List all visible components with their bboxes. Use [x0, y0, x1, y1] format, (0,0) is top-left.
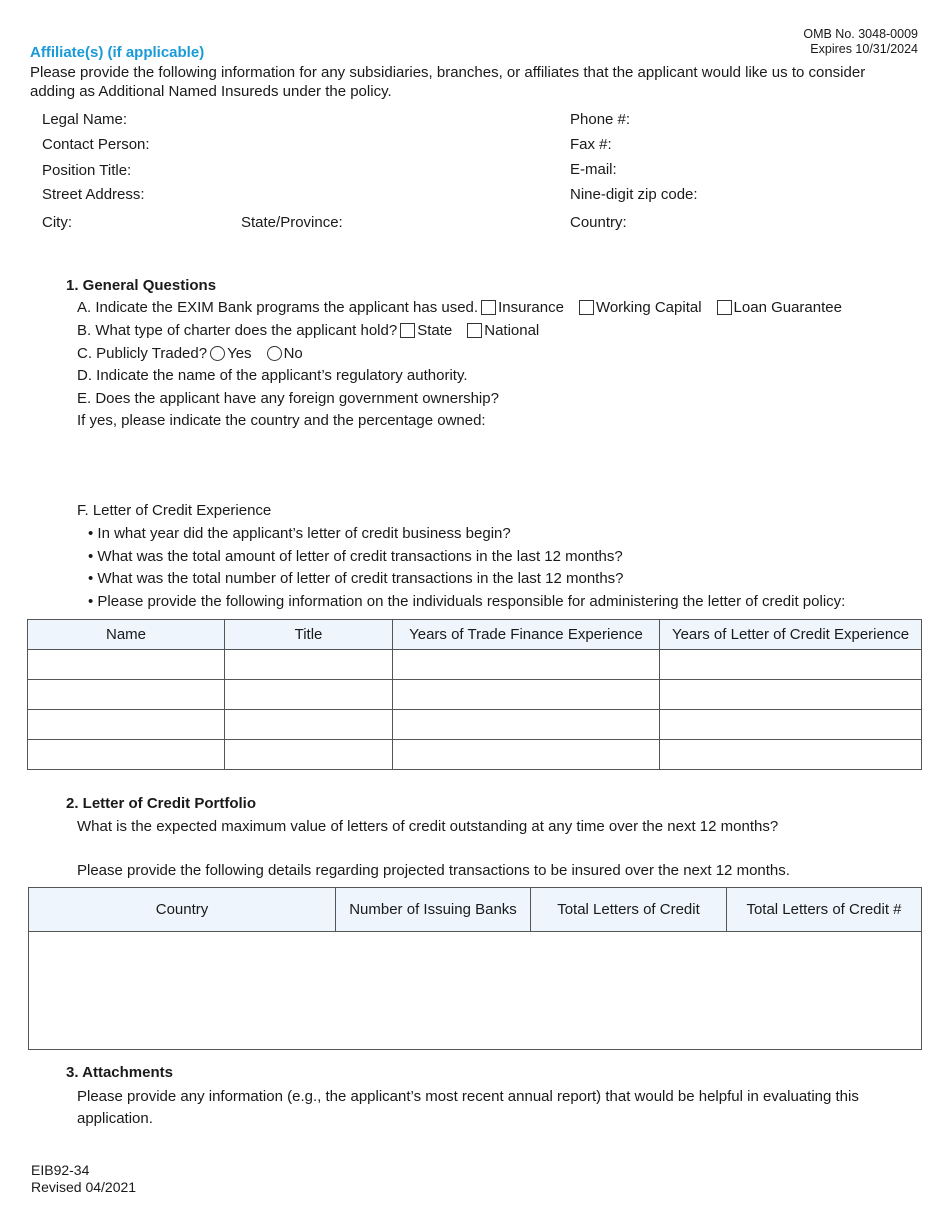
omb-block [803, 27, 918, 57]
omb-number: OMB No. 3048-0009 [803, 27, 918, 41]
national-checkbox[interactable] [467, 323, 482, 338]
contact-person-label: Contact Person: [42, 136, 150, 153]
street-address-label: Street Address: [42, 186, 145, 203]
table-cell[interactable] [28, 680, 225, 710]
question-c [77, 345, 303, 362]
table-cell[interactable] [225, 740, 393, 770]
question-a [77, 299, 842, 316]
table-row [28, 650, 922, 680]
lc-administrators-table [27, 619, 922, 770]
insurance-option-label: Insurance [498, 299, 564, 316]
table-row [28, 710, 922, 740]
no-radio[interactable] [267, 346, 282, 361]
working-capital-option-label: Working Capital [595, 299, 702, 316]
yes-radio[interactable] [210, 346, 225, 361]
table-cell[interactable] [225, 680, 393, 710]
col-trade-finance-years-header: Years of Trade Finance Experience [393, 620, 660, 650]
state-option-label: State [417, 322, 453, 339]
table-row [28, 680, 922, 710]
section3-text-line1: Please provide any information (e.g., the applicant’s most recent annual report) that would be helpful in evaluating this [77, 1088, 859, 1105]
fax-label: Fax #: [570, 136, 612, 153]
question-f-bullet-1: • In what year did the applicant’s letter of credit business begin? [88, 525, 511, 542]
table-cell[interactable] [28, 710, 225, 740]
question-f-bullet-4: • Please provide the following information on the individuals responsible for administering the letter of credit policy: [88, 593, 846, 610]
projected-transactions-table [28, 887, 922, 1050]
table-row [28, 740, 922, 770]
question-e: E. Does the applicant have any foreign government ownership? [77, 390, 499, 407]
table-cell[interactable] [393, 680, 660, 710]
loan-guarantee-option-label: Loan Guarantee [733, 299, 842, 316]
table-cell[interactable] [393, 740, 660, 770]
table-cell[interactable] [393, 650, 660, 680]
country-label: Country: [570, 214, 627, 231]
yes-option-label: Yes [227, 345, 252, 362]
email-label: E-mail: [570, 161, 617, 178]
col-total-lc-header: Total Letters of Credit [531, 888, 727, 932]
table-row [29, 932, 922, 1050]
insurance-checkbox[interactable] [481, 300, 496, 315]
question-d: D. Indicate the name of the applicant’s regulatory authority. [77, 367, 468, 384]
section2-details-prompt: Please provide the following details regarding projected transactions to be insured over the next 12 months. [77, 862, 790, 879]
state-checkbox[interactable] [400, 323, 415, 338]
question-a-text: A. Indicate the EXIM Bank programs the applicant has used. [77, 299, 479, 316]
national-option-label: National [484, 322, 540, 339]
table-cell[interactable] [29, 932, 922, 1050]
table-cell[interactable] [660, 680, 922, 710]
table-cell[interactable] [660, 650, 922, 680]
question-b-text: B. What type of charter does the applicant hold? [77, 322, 398, 339]
question-f: F. Letter of Credit Experience [77, 502, 272, 519]
table-cell[interactable] [660, 710, 922, 740]
table-cell[interactable] [28, 650, 225, 680]
form-id: EIB92-34 [31, 1162, 90, 1178]
loan-guarantee-checkbox[interactable] [717, 300, 732, 315]
omb-expires: Expires 10/31/2024 [810, 42, 918, 56]
position-title-label: Position Title: [42, 162, 132, 179]
col-lc-years-header: Years of Letter of Credit Experience [660, 620, 922, 650]
question-b [77, 322, 539, 339]
table-header-row [28, 620, 922, 650]
table-cell[interactable] [393, 710, 660, 740]
legal-name-label: Legal Name: [42, 111, 128, 128]
no-option-label: No [283, 345, 303, 362]
col-total-lc-count-header: Total Letters of Credit # [727, 888, 922, 932]
table-header-row [29, 888, 922, 932]
col-name-header: Name [28, 620, 225, 650]
table-cell[interactable] [225, 710, 393, 740]
table-cell[interactable] [225, 650, 393, 680]
section1-heading: 1. General Questions [66, 277, 217, 294]
revised-date: Revised 04/2021 [31, 1179, 137, 1195]
question-c-text: C. Publicly Traded? [77, 345, 208, 362]
phone-label: Phone #: [570, 111, 631, 128]
affiliates-title: Affiliate(s) (if applicable) [30, 44, 205, 61]
city-label: City: [42, 214, 72, 231]
col-issuing-banks-header: Number of Issuing Banks [336, 888, 531, 932]
question-f-bullet-3: • What was the total number of letter of credit transactions in the last 12 months? [88, 570, 624, 587]
section3-heading: 3. Attachments [66, 1064, 173, 1081]
question-e-followup: If yes, please indicate the country and the percentage owned: [77, 412, 486, 429]
section2-heading: 2. Letter of Credit Portfolio [66, 795, 257, 812]
section2-question: What is the expected maximum value of letters of credit outstanding at any time over the next 12 months? [77, 818, 779, 835]
col-title-header: Title [225, 620, 393, 650]
table-cell[interactable] [28, 740, 225, 770]
zip-label: Nine-digit zip code: [570, 186, 698, 203]
question-f-bullet-2: • What was the total amount of letter of credit transactions in the last 12 months? [88, 548, 623, 565]
col-country-header: Country [29, 888, 336, 932]
table-cell[interactable] [660, 740, 922, 770]
affiliates-intro: Please provide the following information for any subsidiaries, branches, or affiliates that the applicant would like us to consider adding as Additional Named Insureds under the policy. [30, 64, 866, 100]
working-capital-checkbox[interactable] [579, 300, 594, 315]
section3-text-line2: application. [77, 1110, 153, 1127]
state-province-label: State/Province: [241, 214, 343, 231]
form-footer [31, 1162, 136, 1196]
